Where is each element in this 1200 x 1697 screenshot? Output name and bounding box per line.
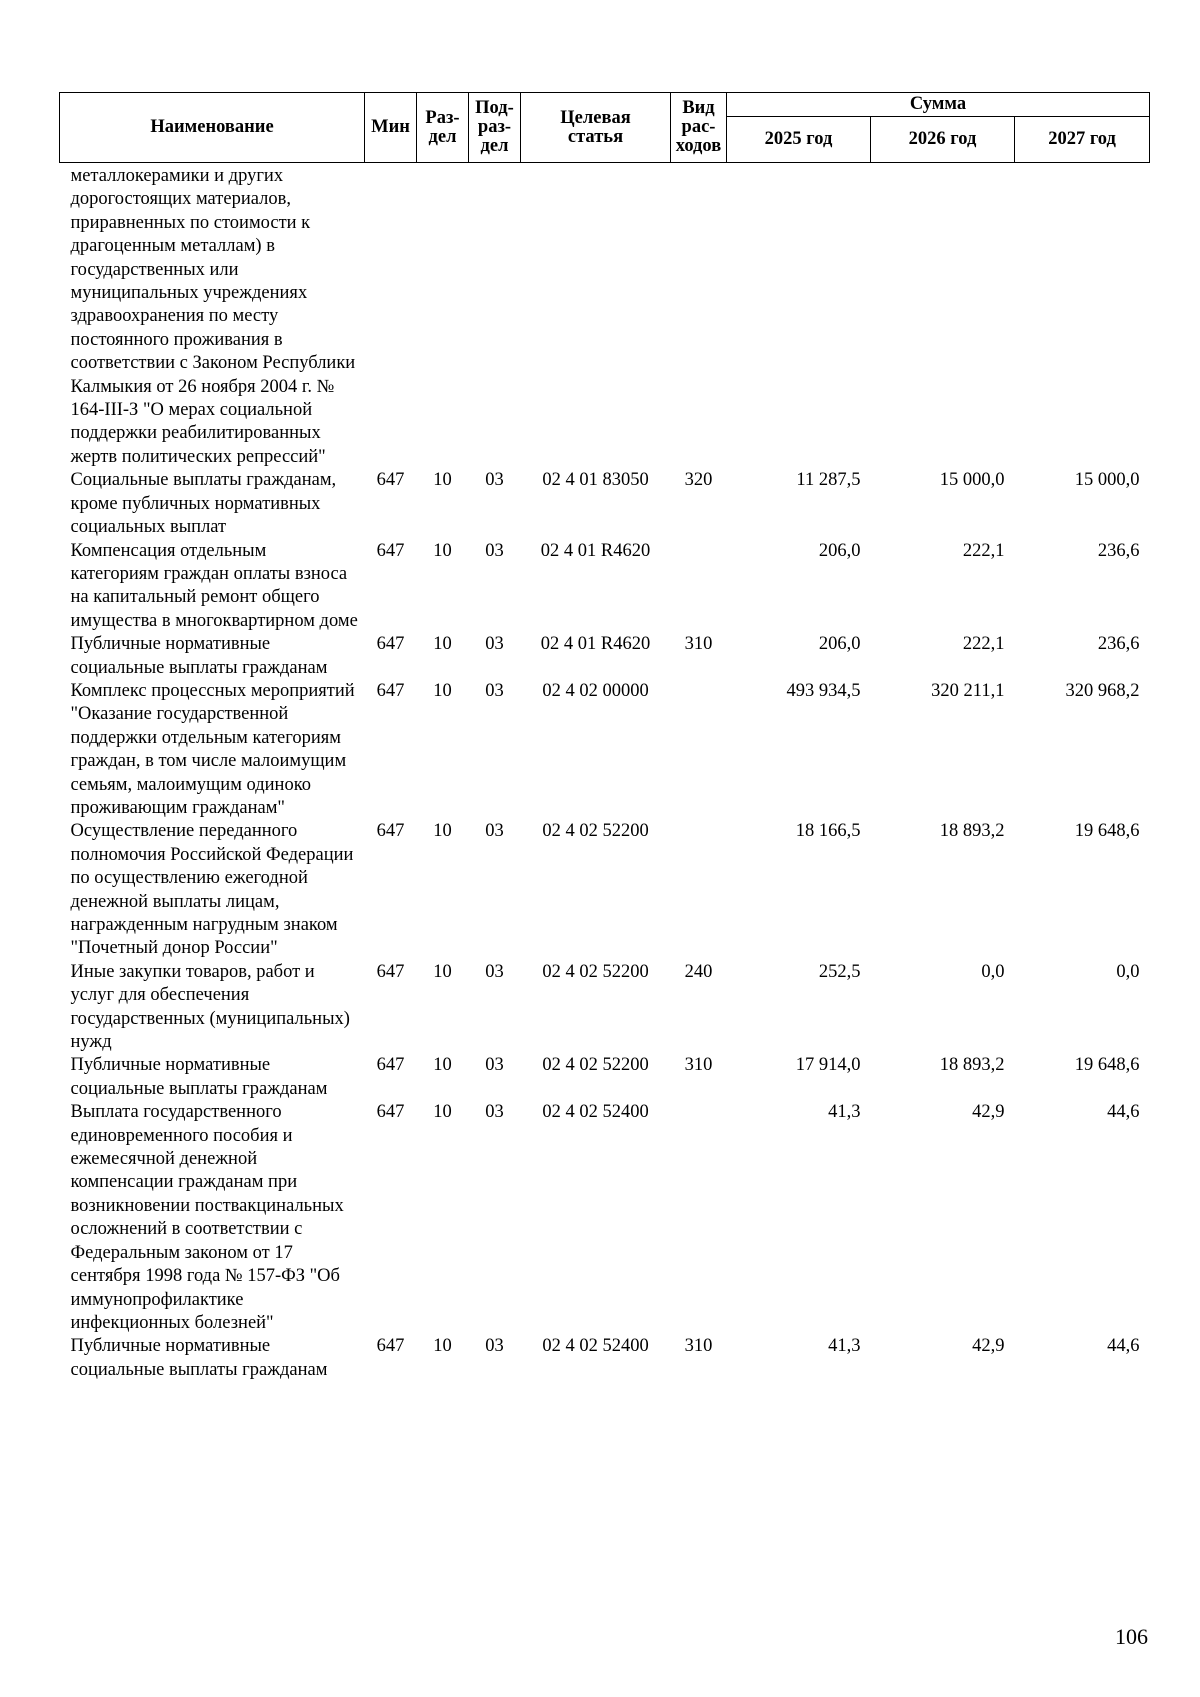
row-sum-2025: 17 914,0 [795, 1055, 861, 1076]
row-target [521, 163, 671, 470]
row-min: 647 [376, 821, 405, 842]
row-min: 647 [376, 1336, 405, 1357]
row-razdel: 10 [433, 470, 452, 491]
row-min: 647 [376, 1055, 405, 1076]
budget-table [59, 92, 1150, 1382]
row-name: Компенсация отдельным категориям граждан оплаты взноса на капитальный ремонт общего имущества в многоквартирном доме [70, 540, 358, 631]
row-razdel: 10 [433, 634, 452, 655]
table-row [60, 1054, 1150, 1101]
row-name: Иные закупки товаров, работ и услуг для обеспечения государственных (муниципальных) нужд [70, 961, 350, 1053]
row-sum-2026 [871, 163, 1015, 470]
row-name: Публичные нормативные социальные выплаты гражданам [70, 634, 328, 678]
row-name: Осуществление переданного полномочия Российской Федерации по осуществлению ежегодной денежной выплаты лицам, награжденным нагрудным знаком "Почетный донор России" [70, 821, 354, 959]
header-target [521, 93, 671, 163]
row-podrazdel [469, 163, 521, 470]
row-vid [671, 163, 727, 470]
header-podrazdel [469, 93, 521, 163]
row-podrazdel: 03 [485, 1336, 504, 1357]
row-sum-2026: 18 893,2 [939, 1055, 1005, 1076]
row-vid: 310 [684, 634, 713, 655]
row-sum-2025: 41,3 [828, 1102, 861, 1123]
row-razdel [417, 163, 469, 470]
row-min: 647 [376, 540, 405, 561]
page-number: 106 [1115, 1624, 1148, 1649]
table-header [60, 93, 1150, 163]
row-sum-2026: 0,0 [981, 961, 1005, 982]
row-sum-2026: 42,9 [972, 1336, 1005, 1357]
row-vid [671, 820, 727, 960]
row-target: 02 4 01 R4620 [540, 540, 651, 561]
row-podrazdel: 03 [485, 821, 504, 842]
row-target: 02 4 02 52400 [542, 1102, 649, 1123]
row-podrazdel: 03 [485, 1102, 504, 1123]
header-vid-text: Вид рас- ходов [675, 98, 722, 156]
row-target: 02 4 02 52200 [542, 821, 649, 842]
row-podrazdel: 03 [485, 1055, 504, 1076]
row-razdel: 10 [433, 1102, 452, 1123]
header-2027: 2027 год [1015, 117, 1150, 163]
row-sum-2025 [727, 163, 871, 470]
row-name: Публичные нормативные социальные выплаты гражданам [70, 1055, 328, 1099]
table-row [60, 680, 1150, 820]
row-sum-2025: 252,5 [818, 961, 861, 982]
header-razdel [417, 93, 469, 163]
row-sum-2027: 320 968,2 [1065, 680, 1140, 701]
row-sum-2025: 11 287,5 [796, 470, 861, 491]
row-razdel: 10 [433, 1055, 452, 1076]
row-sum-2027: 19 648,6 [1074, 1055, 1140, 1076]
row-sum-2027: 15 000,0 [1074, 470, 1140, 491]
row-vid [671, 540, 727, 634]
row-sum-2025: 41,3 [828, 1336, 861, 1357]
row-name: Выплата государственного единовременного пособия и ежемесячной денежной компенсации гражданам при возникновении поствакцинальных осложнений в соответствии с Федеральным законом от 17 сентября 1998 года № 157-ФЗ "Об иммунопрофилактике инфекционных болезней" [70, 1102, 344, 1333]
row-sum-2026: 222,1 [962, 540, 1005, 561]
header-podrazdel-text: Под- раз- дел [475, 98, 514, 156]
header-sum: Сумма [727, 93, 1150, 117]
row-sum-2027: 44,6 [1107, 1336, 1140, 1357]
row-sum-2027: 0,0 [1116, 961, 1140, 982]
row-min: 647 [376, 634, 405, 655]
row-podrazdel: 03 [485, 680, 504, 701]
row-min: 647 [376, 961, 405, 982]
row-podrazdel: 03 [485, 470, 504, 491]
table-row [60, 540, 1150, 634]
row-podrazdel: 03 [485, 634, 504, 655]
row-sum-2027: 236,6 [1097, 634, 1140, 655]
row-vid: 320 [684, 470, 713, 491]
row-sum-2026: 15 000,0 [939, 470, 1005, 491]
table-row [60, 1101, 1150, 1335]
row-vid [671, 1101, 727, 1335]
row-sum-2025: 18 166,5 [795, 821, 861, 842]
row-name: Социальные выплаты гражданам, кроме публичных нормативных социальных выплат [70, 470, 337, 538]
row-sum-2025: 493 934,5 [786, 680, 861, 701]
row-name: Комплекс процессных мероприятий "Оказание государственной поддержки отдельным категориям граждан, в том числе малоимущим семьям, малоимущим одиноко проживающим гражданам" [70, 680, 355, 818]
row-sum-2025: 206,0 [818, 540, 861, 561]
row-target: 02 4 02 00000 [542, 680, 649, 701]
row-sum-2027: 44,6 [1107, 1102, 1140, 1123]
row-min: 647 [376, 1102, 405, 1123]
header-target-text: Целевая статья [560, 107, 631, 147]
row-razdel: 10 [433, 1336, 452, 1357]
row-vid: 310 [684, 1055, 713, 1076]
row-sum-2025: 206,0 [818, 634, 861, 655]
row-podrazdel: 03 [485, 961, 504, 982]
row-sum-2027: 236,6 [1097, 540, 1140, 561]
row-razdel: 10 [433, 540, 452, 561]
row-target: 02 4 01 83050 [542, 470, 649, 491]
header-vid [671, 93, 727, 163]
row-sum-2026: 18 893,2 [939, 821, 1005, 842]
table-row [60, 1335, 1150, 1382]
row-target: 02 4 02 52200 [542, 1055, 649, 1076]
header-2026: 2026 год [871, 117, 1015, 163]
table-body [60, 163, 1150, 1383]
row-sum-2027 [1015, 163, 1150, 470]
row-name: Публичные нормативные социальные выплаты гражданам [70, 1336, 328, 1380]
row-target: 02 4 01 R4620 [540, 634, 651, 655]
row-razdel: 10 [433, 961, 452, 982]
header-name: Наименование [60, 93, 365, 163]
header-razdel-text: Раз- дел [425, 107, 460, 147]
row-target: 02 4 02 52200 [542, 961, 649, 982]
row-target: 02 4 02 52400 [542, 1336, 649, 1357]
row-podrazdel: 03 [485, 540, 504, 561]
table-row [60, 820, 1150, 960]
row-razdel: 10 [433, 821, 452, 842]
header-2025: 2025 год [727, 117, 871, 163]
table-row [60, 469, 1150, 539]
row-vid: 310 [684, 1336, 713, 1357]
row-min [365, 163, 417, 470]
header-min: Мин [365, 93, 417, 163]
row-sum-2026: 320 211,1 [931, 680, 1005, 701]
row-vid: 240 [684, 961, 713, 982]
table-row [60, 163, 1150, 470]
row-min: 647 [376, 680, 405, 701]
table-row [60, 633, 1150, 680]
row-name: металлокерамики и других дорогостоящих материалов, приравненных по стоимости к драгоценным металлам) в государственных или муниципальных учреждениях здравоохранения по месту постоянного проживания в соответствии с Законом Республики Калмыкия от 26 ноября 2004 г. № 164-III-З "О мерах социальной поддержки реабилитированных жертв политических репрессий" [70, 166, 356, 467]
row-vid [671, 680, 727, 820]
row-sum-2026: 222,1 [962, 634, 1005, 655]
row-sum-2026: 42,9 [972, 1102, 1005, 1123]
table-row [60, 961, 1150, 1055]
row-razdel: 10 [433, 680, 452, 701]
row-sum-2027: 19 648,6 [1074, 821, 1140, 842]
row-min: 647 [376, 470, 405, 491]
